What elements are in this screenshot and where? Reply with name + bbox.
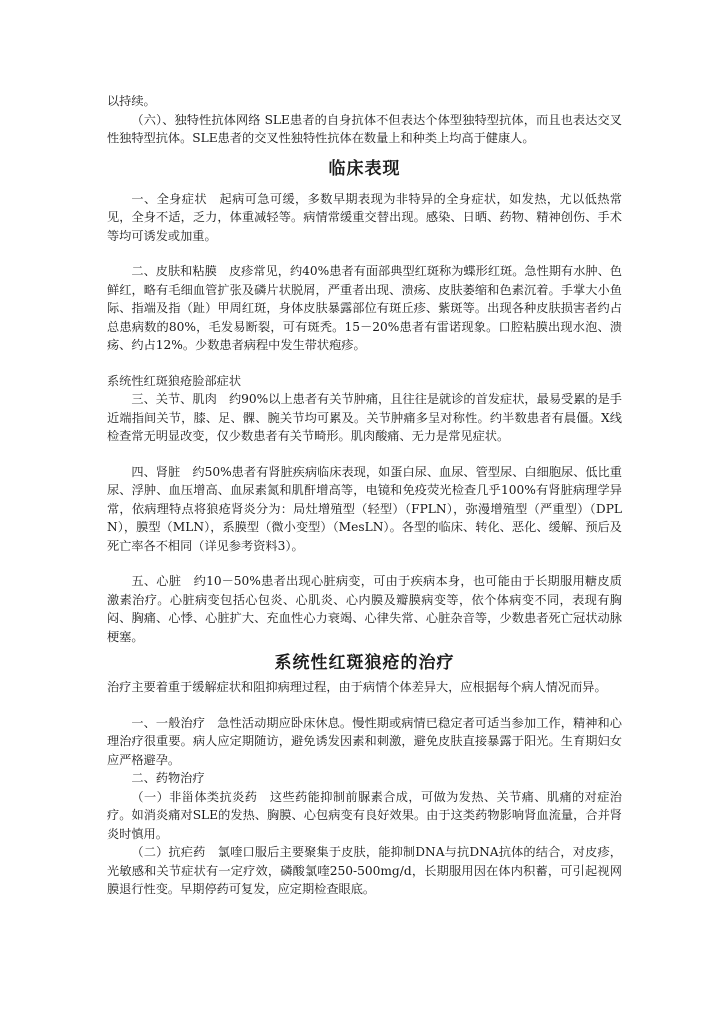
- document-page: [107, 92, 622, 899]
- paragraph-skin-mucosa: 二、皮肤和粘膜 皮疹常见，约40%患者有面部典型红斑称为蝶形红斑。急性期有水肿、色鲜红，略有毛细血管扩张及磷片状脱屑，严重者出现、溃疡、皮肤萎缩和色素沉着。手掌大小鱼际、指端及指（趾）甲周红斑，身体皮肤暴露部位有斑丘疹、紫斑等。出现各种皮肤损害者约占总患病数的80%，毛发易断裂，可有斑秃。15－20%患者有雷诺现象。口腔粘膜出现水泡、溃疡、约占12%。少数患者病程中发生带状疱疹。: [107, 264, 622, 352]
- paragraph-joints-muscles: 三、关节、肌肉 约90%以上患者有关节肿痛，且往往是就诊的首发症状，最易受累的是手近端指间关节，膝、足、髁、腕关节均可累及。关节肿痛多呈对称性。约半数患者有晨僵。X线检查常无明显改变，仅少数患者有关节畸形。肌肉酸痛、无力是常见症状。: [107, 392, 622, 443]
- image-caption-face-symptoms: 系统性红斑狼疮脸部症状: [107, 373, 242, 388]
- paragraph-antimalarials: （二）抗疟药 氯喹口服后主要聚集于皮肤，能抑制DNA与抗DNA抗体的结合，对皮疹，光敏感和关节症状有一定疗效，磷酸氯喹250-500mg/d，长期服用因在体内积蓄，可引起视网膜退行性变。早期停药可复发，应定期检查眼底。: [107, 845, 622, 896]
- paragraph-general-treatment: 一、一般治疗 急性活动期应卧床休息。慢性期或病情已稳定者可适当参加工作，精神和心理治疗很重要。病人应定期随访，避免诱发因素和刺激，避免皮肤直接暴露于阳光。生育期妇女应严格避孕。: [107, 715, 622, 767]
- paragraph-kidney: 四、肾脏 约50%患者有肾脏疾病临床表现，如蛋白尿、血尿、管型尿、白细胞尿、低比重尿、浮肿、血压增高、血尿素氮和肌酐增高等，电镜和免疫荧光检查几乎100%有肾脏病理学异常，依病理特点将狼疮肾炎分为：局灶增殖型（轻型）（FPLN），弥漫增殖型（严重型）（DPLN），膜型（MLN），系膜型（微小变型）（MesLN）。各型的临床、转化、恶化、缓解、预后及死亡率各不相同（详见参考资料3）。: [107, 464, 622, 553]
- paragraph-heart: 五、心脏 约10－50%患者出现心脏病变，可由于疾病本身，也可能由于长期服用糖皮质激素治疗。心脏病变包括心包炎、心肌炎、心内膜及瓣膜病变等，依个体病变不同，表现有胸闷、胸痛、心悸、心脏扩大、充血性心力衰竭、心律失常、心脏杂音等，少数患者死亡冠状动脉梗塞。: [107, 574, 622, 644]
- heading-clinical-manifestations: 临床表现: [328, 158, 401, 179]
- paragraph-drug-treatment-heading: 二、药物治疗: [131, 771, 205, 785]
- paragraph-treatment-intro: 治疗主要着重于缓解症状和阻抑病理过程，由于病情个体差异大，应根据每个病人情况而异。: [107, 680, 607, 694]
- paragraph-continuation: 以持续。: [107, 94, 156, 108]
- paragraph-idiotype-network: （六）、独特性抗体网络 SLE患者的自身抗体不但表达个体型独特型抗体，而且也表达交叉性独特型抗体。SLE患者的交叉性独特性抗体在数量上和种类上均高于健康人。: [107, 112, 622, 145]
- heading-treatment: 系统性红斑狼疮的治疗: [274, 653, 455, 673]
- paragraph-general-symptoms: 一、全身症状 起病可急可缓，多数早期表现为非特异的全身症状，如发热，尤以低热常见，全身不适，乏力，体重减轻等。病情常缓重交替出现。感染、日晒、药物、精神创伤、手术等均可诱发或加重。: [107, 191, 622, 243]
- paragraph-nsaids: （一）非甾体类抗炎药 这些药能抑制前脲素合成，可做为发热、关节痛、肌痛的对症治疗。如消炎痛对SLE的发热、胸膜、心包病变有良好效果。由于这类药物影响肾血流量，合并肾炎时慎用。: [107, 789, 622, 841]
